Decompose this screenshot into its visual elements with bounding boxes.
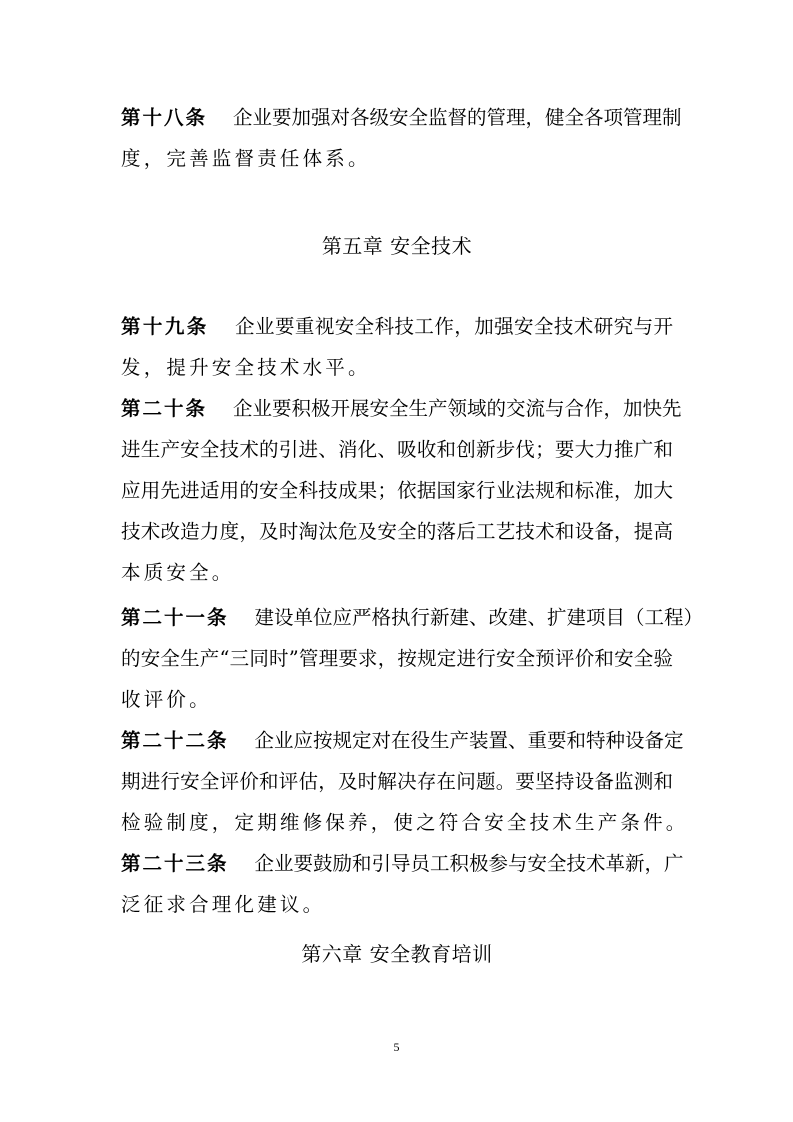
article-23-line-2: 泛征求合理化建议。 — [121, 893, 326, 916]
article-20-line-2: 进生产安全技术的引进、消化、吸收和创新步伐；要大力推广和 — [121, 438, 673, 461]
article-label: 第二十一条 — [121, 606, 229, 629]
article-21-line-1: 第二十一条 建设单位应严格执行新建、改建、扩建项目（工程） — [121, 606, 704, 629]
article-20-line-5: 本质安全。 — [121, 561, 235, 584]
article-21-line-2: 的安全生产“三同时”管理要求，按规定进行安全预评价和安全验 — [121, 647, 673, 670]
article-22-line-2: 期进行安全评价和评估，及时解决存在问题。要坚持设备监测和 — [121, 770, 673, 793]
article-label: 第十九条 — [121, 315, 209, 338]
chapter-heading: 第五章 安全技术 — [321, 234, 473, 258]
article-20-line-3: 应用先进适用的安全科技成果；依据国家行业法规和标准，加大 — [121, 479, 673, 502]
article-23-line-1: 第二十三条 企业要鼓励和引导员工积极参与安全技术革新，广 — [121, 852, 684, 875]
article-18-line-2: 度，完善监督责任体系。 — [121, 147, 371, 170]
article-21-line-3: 收评价。 — [121, 688, 212, 711]
article-18-line-1: 第十八条 企业要加强对各级安全监督的管理，健全各项管理制 — [121, 106, 682, 129]
article-22-line-1: 第二十二条 企业应按规定对在役生产装置、重要和特种设备定 — [121, 729, 684, 752]
article-22-line-3: 检验制度，定期维修保养，使之符合安全技术生产条件。 — [121, 811, 689, 834]
article-label: 第二十三条 — [121, 852, 229, 875]
chapter-heading: 第六章 安全教育培训 — [301, 942, 493, 966]
article-19-line-1: 第十九条 企业要重视安全科技工作，加强安全技术研究与开 — [121, 315, 673, 338]
article-label: 第二十条 — [121, 397, 208, 420]
article-20-line-1: 第二十条 企业要积极开展安全生产领域的交流与合作，加快先 — [121, 397, 682, 420]
article-label: 第十八条 — [121, 106, 208, 129]
article-20-line-4: 技术改造力度，及时淘汰危及安全的落后工艺技术和设备，提高 — [121, 520, 673, 543]
page-number: 5 — [393, 1040, 400, 1054]
article-label: 第二十二条 — [121, 729, 229, 752]
article-19-line-2: 发，提升安全技术水平。 — [121, 356, 371, 379]
